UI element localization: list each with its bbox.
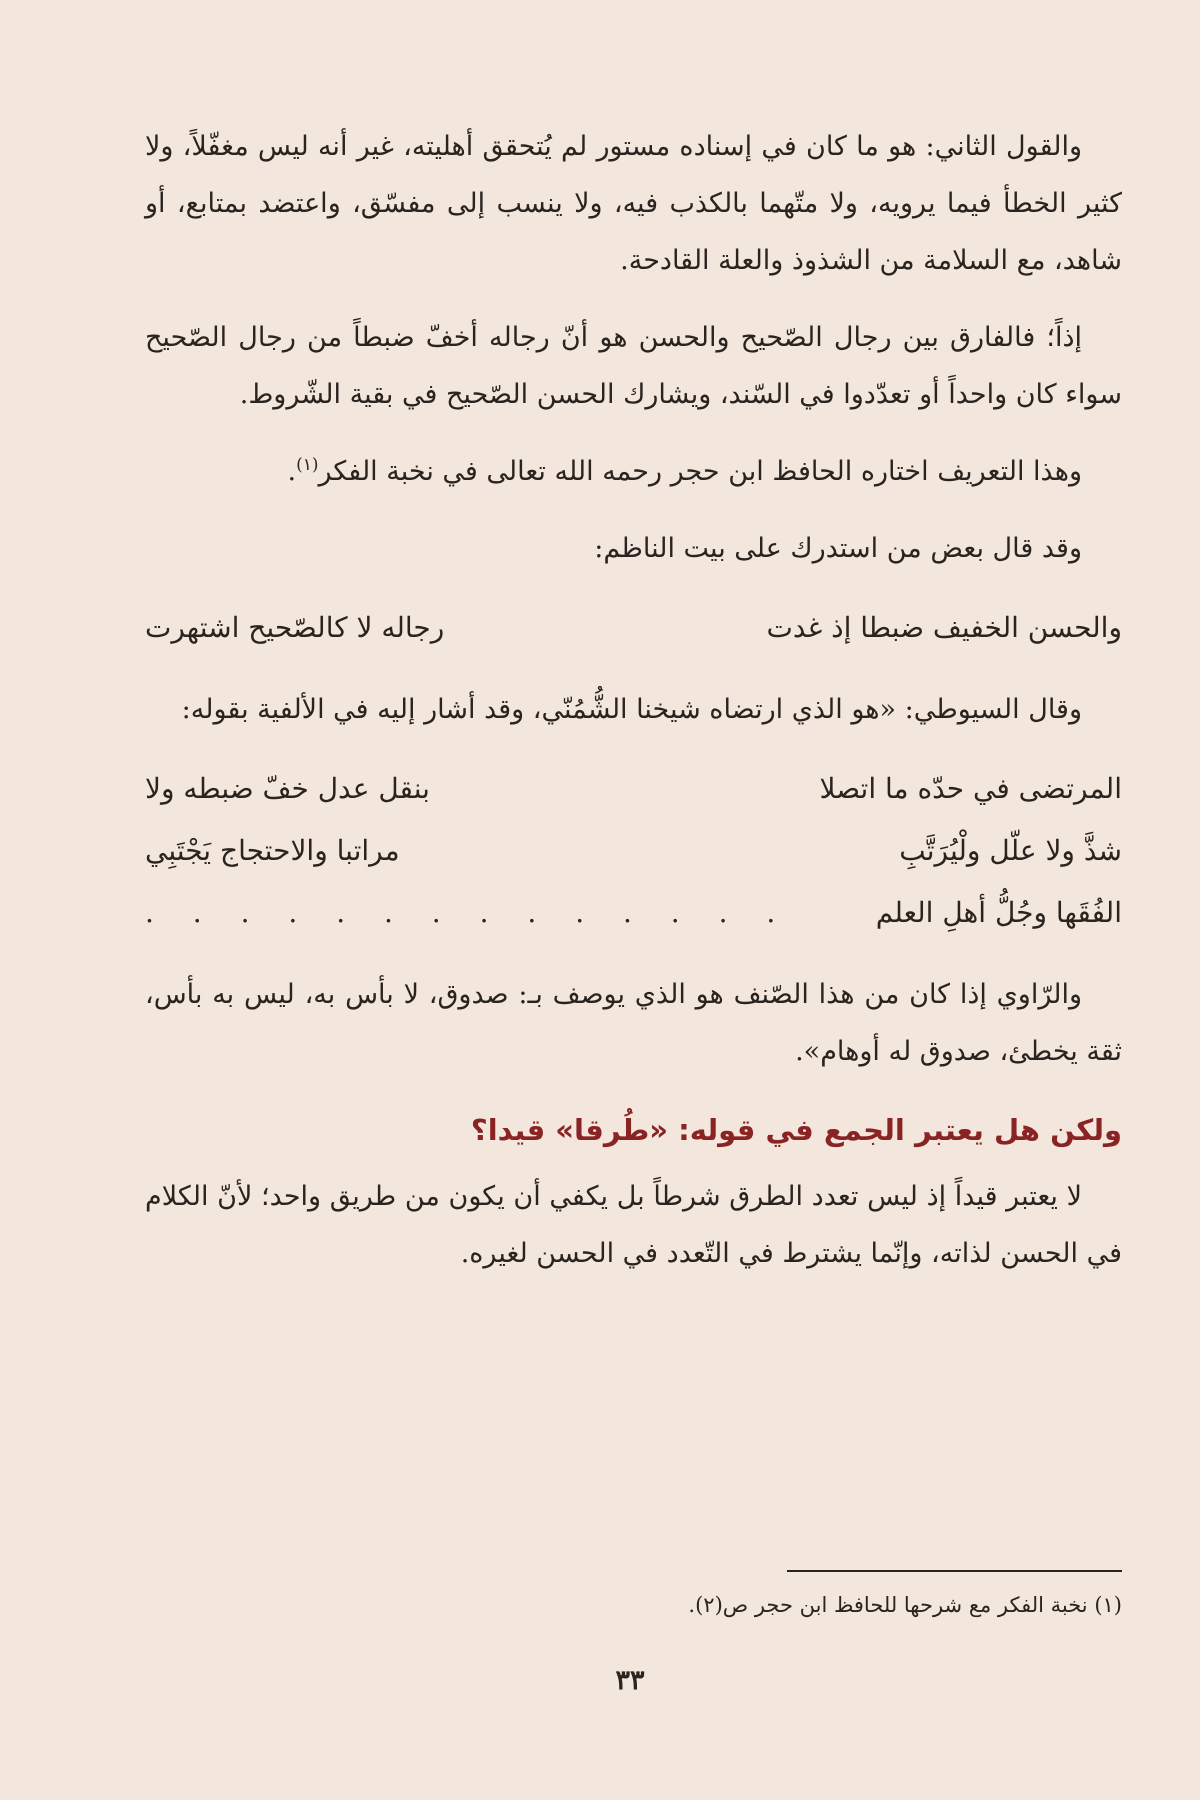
paragraph-second-opinion: والقول الثاني: هو ما كان في إسناده مستور لم يُتحقق أهليته، غير أنه ليس مغفّلاً، ولا كثير الخطأ فيما يرويه، ولا متّهما بالكذب فيه، ولا ينسب إلى مفسّق، واعتضد بمتابع، أو شاهد، مع السلامة من الشذوذ والعلة القادحة. (145, 131, 1122, 276)
paragraph-suyuti: وقال السيوطي: «هو الذي ارتضاه شيخنا الشُّمُنّي، وقد أشار إليه في الألفية بقوله: (181, 694, 1082, 725)
footnote: (١) نخبة الفكر مع شرحها للحافظ ابن حجر ص(٢). (688, 1593, 1122, 1617)
verse-second-hemistich: بنقل عدل خفّ ضبطه ولا (145, 772, 430, 805)
verse-first-hemistich: المرتضى في حدّه ما اتصلا (819, 772, 1122, 805)
verse-ellipsis: . . . . . . . . . . . . . . (145, 896, 791, 929)
footnote-reference: (١) (296, 455, 319, 475)
poem-verse-block-1 (145, 597, 1122, 659)
paragraph-ibn-hajar-end: . (287, 456, 297, 487)
book-page (145, 118, 1122, 1778)
poem-verse (145, 820, 1122, 882)
poem-verse (145, 882, 1122, 944)
poem-verse (145, 597, 1122, 659)
paragraph-ibn-hajar-text: وهذا التعريف اختاره الحافظ ابن حجر رحمه الله تعالى في نخبة الفكر (318, 456, 1082, 487)
section-heading: ولكن هل يعتبر الجمع في قوله: «طُرقا» قيدا؟ (470, 1113, 1122, 1147)
poem-verse-block-2 (145, 758, 1122, 944)
paragraph-narrator-grades: والرّاوي إذا كان من هذا الصّنف هو الذي يوصف بـ: صدوق، لا بأس به، ليس به بأس، ثقة يخطئ، صدوق له أوهام». (145, 979, 1122, 1067)
verse-second-hemistich: رجاله لا كالصّحيح اشتهرت (145, 611, 445, 644)
paragraph-poem-intro: وقد قال بعض من استدرك على بيت الناظم: (594, 533, 1082, 564)
footnote-divider (787, 1570, 1122, 1572)
page-number: ٣٣ (615, 1665, 645, 1696)
verse-second-hemistich: مراتبا والاحتجاج يَجْتَبِي (145, 834, 400, 867)
paragraph-paths-condition: لا يعتبر قيداً إذ ليس تعدد الطرق شرطاً بل يكفي أن يكون من طريق واحد؛ لأنّ الكلام في الحسن لذاته، وإنّما يشترط في التّعدد في الحسن لغيره. (145, 1181, 1122, 1269)
poem-verse (145, 758, 1122, 820)
paragraph-ibn-hajar (145, 443, 1122, 500)
paragraph-difference: إذاً؛ فالفارق بين رجال الصّحيح والحسن هو أنّ رجاله أخفّ ضبطاً من رجال الصّحيح سواء كان واحداً أو تعدّدوا في السّند، ويشارك الحسن الصّحيح في بقية الشّروط. (145, 322, 1122, 410)
verse-first-hemistich: والحسن الخفيف ضبطا إذ غدت (766, 611, 1122, 644)
verse-first-hemistich: شذَّ ولا علّل ولْيُرَتَّبِ (899, 834, 1122, 867)
verse-first-hemistich: الفُقَها وجُلُّ أهلِ العلم (875, 896, 1122, 929)
